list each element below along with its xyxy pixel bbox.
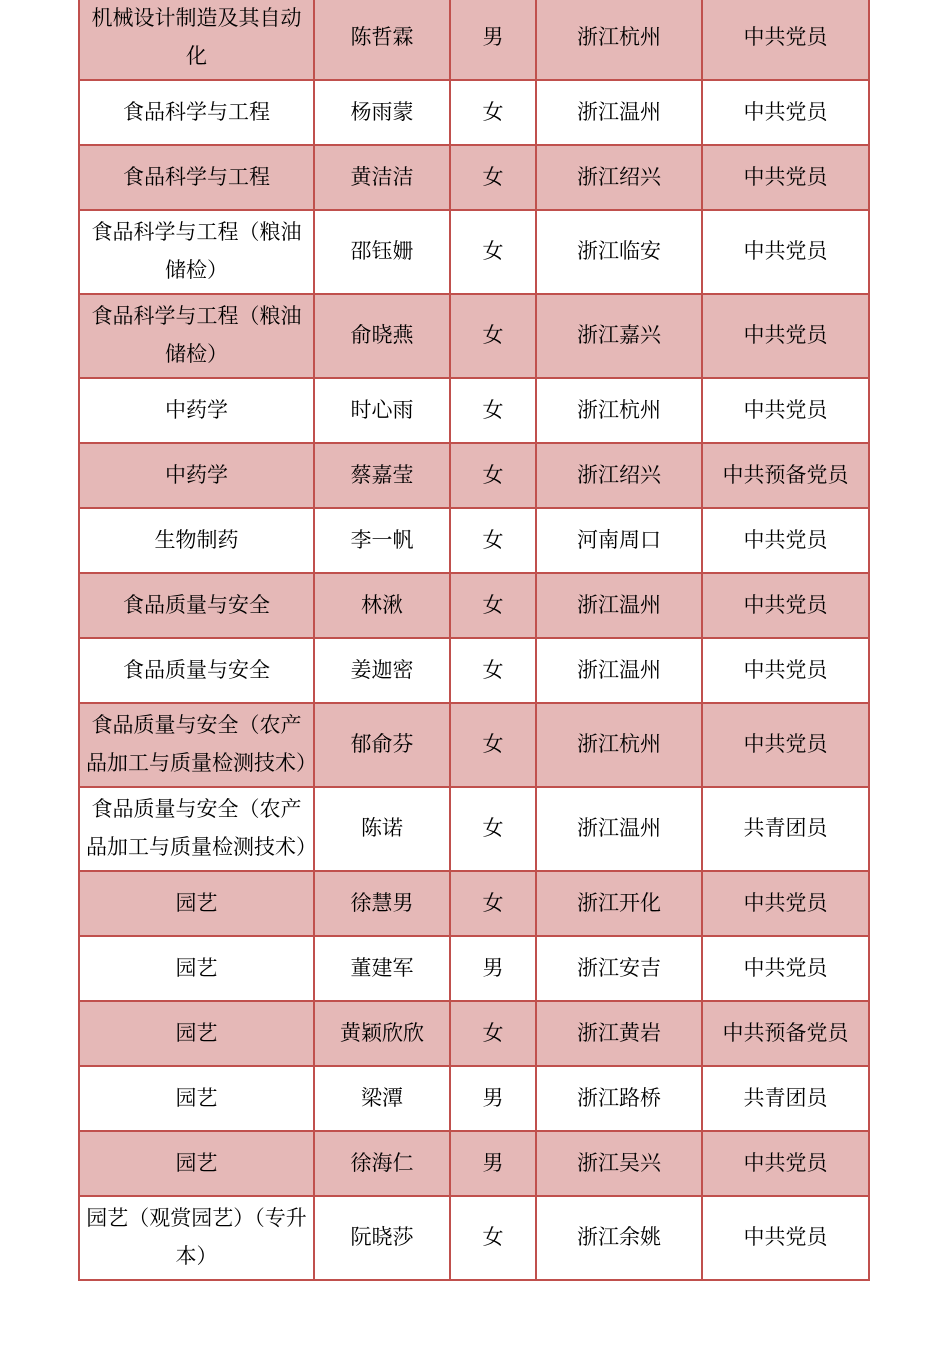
cell-political-status: 共青团员 (702, 1066, 869, 1131)
table-row (79, 80, 869, 145)
cell-hometown: 河南周口 (536, 508, 702, 573)
cell-gender: 女 (450, 378, 536, 443)
cell-gender: 男 (450, 936, 536, 1001)
cell-political-status: 中共党员 (702, 638, 869, 703)
cell-political-status: 中共预备党员 (702, 443, 869, 508)
cell-hometown: 浙江绍兴 (536, 443, 702, 508)
cell-gender: 女 (450, 703, 536, 787)
students-table (78, 0, 870, 1281)
table-row (79, 1066, 869, 1131)
cell-major: 中药学 (79, 443, 314, 508)
cell-gender: 女 (450, 1196, 536, 1280)
cell-major: 食品质量与安全（农产品加工与质量检测技术） (79, 703, 314, 787)
cell-gender: 女 (450, 573, 536, 638)
cell-name: 董建军 (314, 936, 450, 1001)
cell-political-status: 中共党员 (702, 210, 869, 294)
cell-major: 食品科学与工程 (79, 80, 314, 145)
cell-gender: 女 (450, 508, 536, 573)
cell-political-status: 中共党员 (702, 294, 869, 378)
cell-hometown: 浙江吴兴 (536, 1131, 702, 1196)
cell-gender: 女 (450, 443, 536, 508)
cell-name: 姜迦密 (314, 638, 450, 703)
cell-major: 食品质量与安全 (79, 573, 314, 638)
cell-major: 园艺 (79, 936, 314, 1001)
cell-major: 食品科学与工程（粮油储检） (79, 294, 314, 378)
cell-major: 机械设计制造及其自动化 (79, 0, 314, 80)
table-row (79, 378, 869, 443)
cell-gender: 女 (450, 80, 536, 145)
cell-hometown: 浙江安吉 (536, 936, 702, 1001)
cell-major: 食品科学与工程（粮油储检） (79, 210, 314, 294)
table-row (79, 1001, 869, 1066)
cell-gender: 男 (450, 0, 536, 80)
table-row (79, 294, 869, 378)
table-row (79, 145, 869, 210)
cell-gender: 女 (450, 145, 536, 210)
cell-name: 邵钰姗 (314, 210, 450, 294)
cell-hometown: 浙江杭州 (536, 703, 702, 787)
cell-name: 郁俞芬 (314, 703, 450, 787)
cell-name: 阮晓莎 (314, 1196, 450, 1280)
cell-hometown: 浙江杭州 (536, 0, 702, 80)
table-row (79, 703, 869, 787)
cell-name: 梁潭 (314, 1066, 450, 1131)
cell-name: 林湫 (314, 573, 450, 638)
cell-political-status: 中共党员 (702, 703, 869, 787)
cell-political-status: 中共预备党员 (702, 1001, 869, 1066)
cell-hometown: 浙江黄岩 (536, 1001, 702, 1066)
cell-hometown: 浙江嘉兴 (536, 294, 702, 378)
cell-gender: 女 (450, 871, 536, 936)
table-row (79, 871, 869, 936)
cell-political-status: 中共党员 (702, 0, 869, 80)
table-row (79, 787, 869, 871)
cell-hometown: 浙江杭州 (536, 378, 702, 443)
cell-major: 中药学 (79, 378, 314, 443)
cell-major: 园艺 (79, 1131, 314, 1196)
table-row (79, 508, 869, 573)
table-row (79, 1131, 869, 1196)
cell-name: 黄洁洁 (314, 145, 450, 210)
table-row (79, 210, 869, 294)
cell-hometown: 浙江余姚 (536, 1196, 702, 1280)
table-row (79, 443, 869, 508)
cell-political-status: 中共党员 (702, 1196, 869, 1280)
cell-hometown: 浙江温州 (536, 638, 702, 703)
cell-name: 陈诺 (314, 787, 450, 871)
cell-hometown: 浙江温州 (536, 80, 702, 145)
cell-political-status: 共青团员 (702, 787, 869, 871)
cell-hometown: 浙江路桥 (536, 1066, 702, 1131)
cell-gender: 男 (450, 1066, 536, 1131)
cell-major: 食品科学与工程 (79, 145, 314, 210)
cell-hometown: 浙江绍兴 (536, 145, 702, 210)
cell-name: 杨雨蒙 (314, 80, 450, 145)
cell-political-status: 中共党员 (702, 80, 869, 145)
cell-name: 李一帆 (314, 508, 450, 573)
table-row (79, 936, 869, 1001)
cell-political-status: 中共党员 (702, 573, 869, 638)
cell-gender: 女 (450, 210, 536, 294)
cell-name: 徐慧男 (314, 871, 450, 936)
cell-major: 园艺 (79, 1066, 314, 1131)
cell-name: 陈哲霖 (314, 0, 450, 80)
cell-political-status: 中共党员 (702, 378, 869, 443)
cell-political-status: 中共党员 (702, 936, 869, 1001)
cell-hometown: 浙江温州 (536, 787, 702, 871)
cell-political-status: 中共党员 (702, 145, 869, 210)
cell-gender: 女 (450, 787, 536, 871)
cell-major: 生物制药 (79, 508, 314, 573)
table-row (79, 638, 869, 703)
cell-major: 园艺 (79, 1001, 314, 1066)
cell-name: 俞晓燕 (314, 294, 450, 378)
cell-political-status: 中共党员 (702, 871, 869, 936)
cell-political-status: 中共党员 (702, 508, 869, 573)
cell-gender: 男 (450, 1131, 536, 1196)
cell-hometown: 浙江温州 (536, 573, 702, 638)
cell-major: 园艺（观赏园艺）（专升本） (79, 1196, 314, 1280)
cell-major: 食品质量与安全 (79, 638, 314, 703)
cell-name: 蔡嘉莹 (314, 443, 450, 508)
table-row (79, 573, 869, 638)
cell-major: 食品质量与安全（农产品加工与质量检测技术） (79, 787, 314, 871)
cell-gender: 女 (450, 1001, 536, 1066)
cell-hometown: 浙江开化 (536, 871, 702, 936)
cell-major: 园艺 (79, 871, 314, 936)
cell-gender: 女 (450, 638, 536, 703)
table-row (79, 1196, 869, 1280)
cell-hometown: 浙江临安 (536, 210, 702, 294)
cell-name: 黄颖欣欣 (314, 1001, 450, 1066)
cell-gender: 女 (450, 294, 536, 378)
students-table-body (79, 0, 869, 1280)
cell-name: 时心雨 (314, 378, 450, 443)
table-row (79, 0, 869, 80)
cell-political-status: 中共党员 (702, 1131, 869, 1196)
cell-name: 徐海仁 (314, 1131, 450, 1196)
